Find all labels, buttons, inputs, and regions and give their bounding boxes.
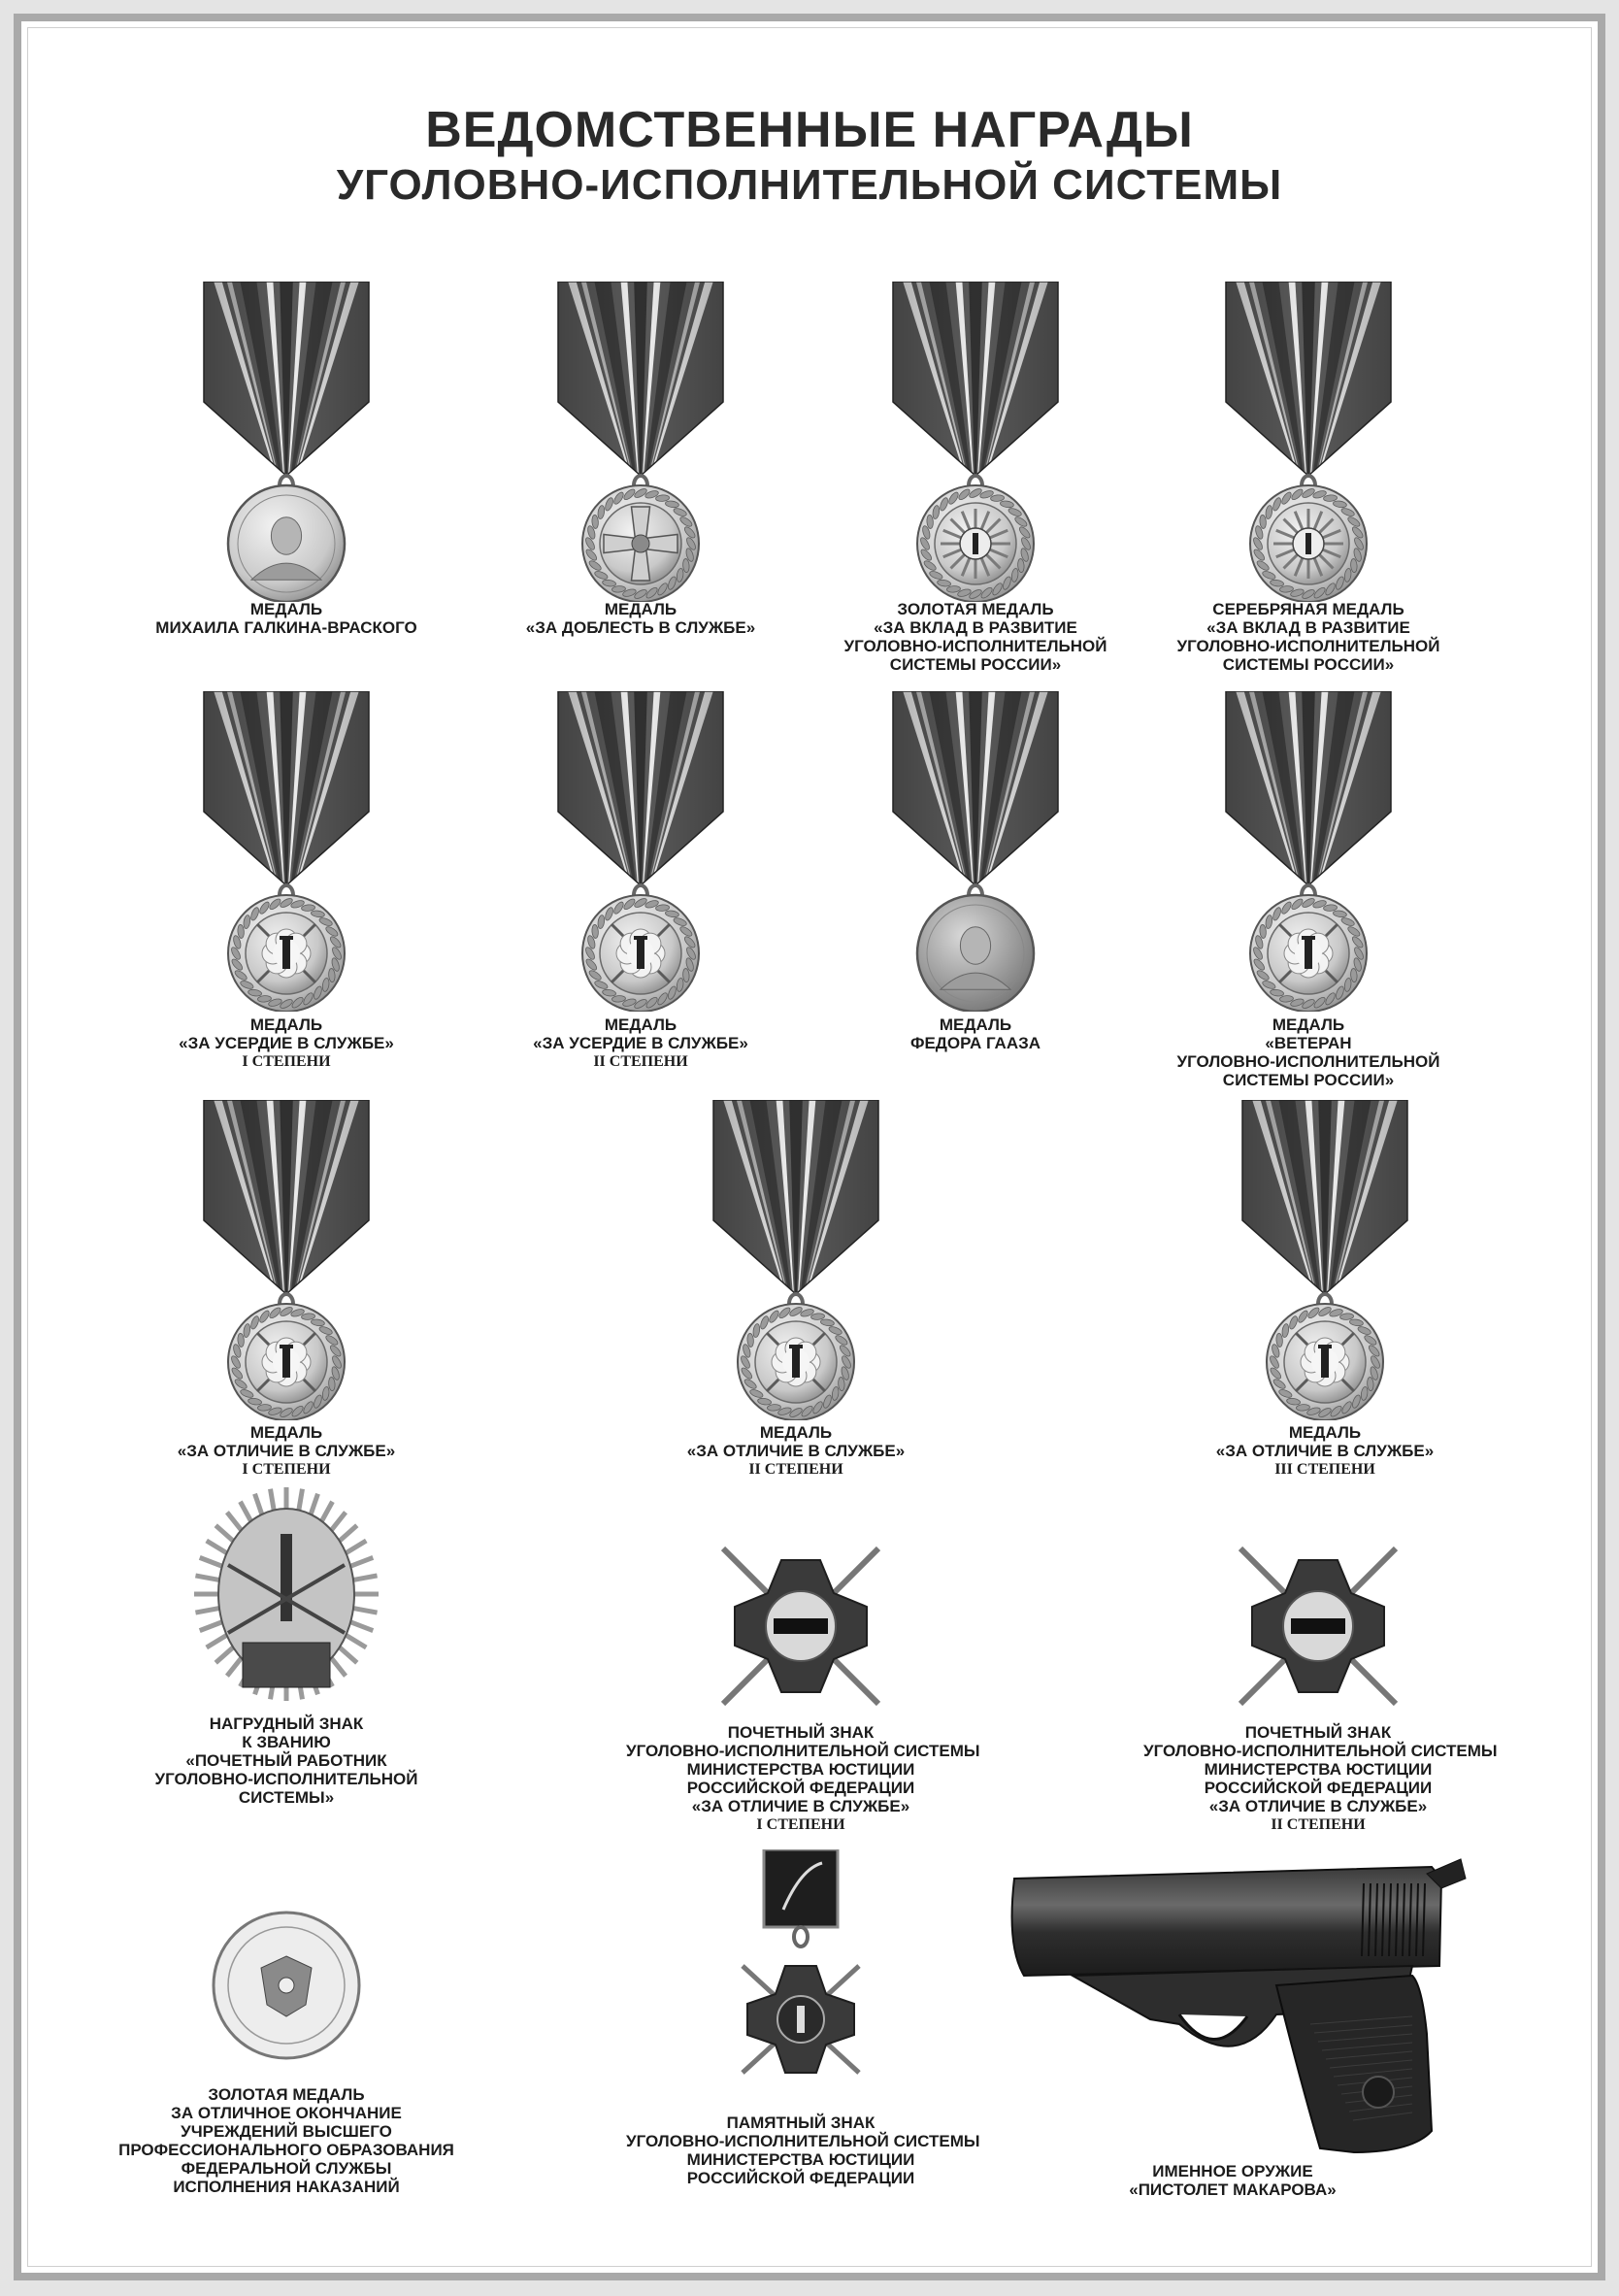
caption-degree: II СТЕПЕНИ: [748, 1461, 843, 1478]
caption-line: МЕДАЛЬ: [249, 1423, 323, 1442]
award-image: [1221, 1529, 1415, 1723]
pillar-emblem: [282, 1347, 290, 1378]
award-caption: [1134, 600, 1483, 674]
award-image: [1228, 1100, 1422, 1420]
ribbon: [204, 282, 369, 476]
award-image: [189, 1100, 383, 1420]
caption-degree: I СТЕПЕНИ: [242, 1461, 331, 1478]
caption-line: ПОЧЕТНЫЙ ЗНАК: [1244, 1723, 1392, 1742]
award-caption: [1058, 2162, 1407, 2199]
award-image: [704, 1529, 898, 1723]
caption-degree: I СТЕПЕНИ: [756, 1816, 845, 1833]
award-caption: [626, 1723, 980, 1834]
award-caption: [1134, 1015, 1483, 1089]
award-caption: [466, 600, 815, 637]
caption-line: «ЗА ОТЛИЧИЕ В СЛУЖБЕ»: [1208, 1797, 1428, 1815]
poster-title-line-2: УГОЛОВНО-ИСПОЛНИТЕЛЬНОЙ СИСТЕМЫ: [336, 161, 1283, 209]
caption-line: УГОЛОВНО-ИСПОЛНИТЕЛЬНОЙ СИСТЕМЫ: [626, 2132, 980, 2150]
caption-line: СИСТЕМЫ РОССИИ»: [889, 655, 1062, 674]
award-art: [544, 282, 738, 602]
caption-degree: III СТЕПЕНИ: [1274, 1461, 1375, 1478]
award-art: [544, 691, 738, 1012]
caption-line: СИСТЕМЫ РОССИИ»: [1222, 655, 1395, 674]
pillar-emblem: [637, 938, 644, 969]
award-image: [189, 282, 383, 602]
award-image: [189, 691, 383, 1012]
medal: [582, 895, 699, 1012]
award-image: [544, 282, 738, 602]
caption-line: ПОЧЕТНЫЙ ЗНАК: [727, 1723, 875, 1742]
award-image: [878, 282, 1073, 602]
caption-line: РОССИЙСКОЙ ФЕДЕРАЦИИ: [686, 1779, 915, 1797]
caption-line: «ПОЧЕТНЫЙ РАБОТНИК: [185, 1751, 387, 1770]
caption-line: МЕДАЛЬ: [604, 600, 677, 618]
award-caption: [1150, 1423, 1500, 1479]
medal: [738, 1304, 854, 1420]
ribbon: [204, 691, 369, 885]
caption-line: «ЗА ДОБЛЕСТЬ В СЛУЖБЕ»: [525, 618, 756, 637]
ribbon: [204, 1100, 369, 1294]
caption-line: УГОЛОВНО-ИСПОЛНИТЕЛЬНОЙ: [1176, 637, 1440, 655]
caption-line: «ВЕТЕРАН: [1265, 1034, 1352, 1052]
award-art: [723, 1849, 878, 2112]
caption-line: «ПИСТОЛЕТ МАКАРОВА»: [1129, 2180, 1337, 2199]
portrait-medal: [228, 485, 345, 602]
award-art: [189, 691, 383, 1012]
medal: [1267, 1304, 1383, 1420]
award-art: [699, 1100, 893, 1420]
portrait-head: [271, 517, 301, 554]
pillar-emblem: [1305, 938, 1312, 969]
award-art: [180, 1487, 393, 1706]
caption-line: «ЗА ВКЛАД В РАЗВИТИЕ: [1206, 618, 1410, 637]
award-image: [1211, 282, 1405, 602]
caption-line: РОССИЙСКОЙ ФЕДЕРАЦИИ: [1204, 1779, 1433, 1797]
caption-line: ФЕДОРА ГААЗА: [909, 1034, 1041, 1052]
pillar-emblem: [282, 938, 290, 969]
medal: [582, 485, 699, 602]
pillar-emblem: [973, 533, 978, 554]
caption-line: СИСТЕМЫ»: [238, 1788, 335, 1807]
award-art: [1211, 691, 1405, 1012]
pistol-grip: [1276, 1976, 1432, 2152]
medal-eyelet: [794, 1927, 808, 1947]
portrait-head: [960, 927, 990, 964]
pillar-emblem: [797, 2006, 805, 2033]
award-image: [878, 691, 1073, 1012]
ribbon: [1226, 691, 1391, 885]
award-caption: [466, 1015, 815, 1071]
award-art: [189, 1100, 383, 1420]
award-caption: [112, 1714, 461, 1807]
caption-line: УГОЛОВНО-ИСПОЛНИТЕЛЬНОЙ СИСТЕМЫ: [1143, 1742, 1498, 1760]
award-caption: [112, 2085, 461, 2196]
caption-line: ПРОФЕССИОНАЛЬНОГО ОБРАЗОВАНИЯ: [118, 2141, 454, 2159]
ribbon: [558, 691, 723, 885]
award-image: [180, 1487, 393, 1706]
award-caption: [1143, 1723, 1498, 1834]
poster-title-line-1: ВЕДОМСТВЕННЫЕ НАГРАДЫ: [425, 102, 1194, 158]
caption-line: ИМЕННОЕ ОРУЖИЕ: [1152, 2162, 1313, 2180]
award-caption: [621, 1423, 971, 1479]
caption-line: К ЗВАНИЮ: [242, 1733, 331, 1751]
award-caption: [112, 1423, 461, 1479]
caption-line: ЗОЛОТАЯ МЕДАЛЬ: [897, 600, 1054, 618]
medal: [228, 1304, 345, 1420]
pillar-emblem: [1305, 533, 1311, 554]
portrait-medal: [917, 895, 1034, 1012]
award-art: [985, 1840, 1480, 2160]
caption-line: СИСТЕМЫ РОССИИ»: [1222, 1071, 1395, 1089]
award-art: [1211, 282, 1405, 602]
caption-degree: II СТЕПЕНИ: [1271, 1816, 1366, 1833]
medal: [228, 895, 345, 1012]
medal: [917, 485, 1034, 602]
award-art: [878, 282, 1073, 602]
caption-line: МИНИСТЕРСТВА ЮСТИЦИИ: [1204, 1760, 1433, 1779]
caption-line: «ЗА УСЕРДИЕ В СЛУЖБЕ»: [533, 1034, 748, 1052]
caption-line: УГОЛОВНО-ИСПОЛНИТЕЛЬНОЙ: [1176, 1052, 1440, 1071]
award-art: [704, 1529, 898, 1723]
caption-line: «ЗА ОТЛИЧИЕ В СЛУЖБЕ»: [177, 1442, 396, 1460]
pillar-emblem: [792, 1347, 800, 1378]
award-image: [204, 1908, 369, 2073]
caption-line: ЗА ОТЛИЧНОЕ ОКОНЧАНИЕ: [171, 2104, 402, 2122]
award-art: [1221, 1529, 1415, 1723]
grip-star-emblem: [1363, 2077, 1394, 2108]
ribbon: [893, 282, 1058, 476]
award-caption: [112, 1015, 461, 1071]
medal: [1250, 895, 1367, 1012]
badge-plaque: [243, 1643, 330, 1687]
caption-degree: I СТЕПЕНИ: [242, 1053, 331, 1070]
caption-line: МЕДАЛЬ: [249, 600, 323, 618]
ribbon: [893, 691, 1058, 885]
caption-line: «ЗА ОТЛИЧИЕ В СЛУЖБЕ»: [686, 1442, 906, 1460]
center-band: [1291, 1618, 1345, 1634]
caption-line: РОССИЙСКОЙ ФЕДЕРАЦИИ: [686, 2169, 915, 2187]
caption-line: «ЗА УСЕРДИЕ В СЛУЖБЕ»: [179, 1034, 394, 1052]
caption-line: ЗОЛОТАЯ МЕДАЛЬ: [208, 2085, 365, 2104]
caption-line: МЕДАЛЬ: [604, 1015, 677, 1034]
caption-line: МИНИСТЕРСТВА ЮСТИЦИИ: [686, 2150, 915, 2169]
award-image: [723, 1849, 878, 2112]
caption-line: УЧРЕЖДЕНИЙ ВЫСШЕГО: [181, 2122, 392, 2141]
award-image: [544, 691, 738, 1012]
caption-line: УГОЛОВНО-ИСПОЛНИТЕЛЬНОЙ СИСТЕМЫ: [626, 1742, 980, 1760]
caption-line: МЕДАЛЬ: [759, 1423, 833, 1442]
award-caption: [801, 1015, 1150, 1052]
caption-line: «ЗА ВКЛАД В РАЗВИТИЕ: [874, 618, 1077, 637]
award-art: [189, 282, 383, 602]
pillar-emblem: [1321, 1347, 1329, 1378]
ribbon: [558, 282, 723, 476]
award-image: [1211, 691, 1405, 1012]
caption-line: «ЗА ОТЛИЧИЕ В СЛУЖБЕ»: [691, 1797, 910, 1815]
caption-line: ПАМЯТНЫЙ ЗНАК: [726, 2113, 876, 2132]
caption-line: МЕДАЛЬ: [249, 1015, 323, 1034]
award-caption: [801, 600, 1150, 674]
caption-degree: II СТЕПЕНИ: [593, 1053, 688, 1070]
ribbon: [1226, 282, 1391, 476]
award-image: [699, 1100, 893, 1420]
caption-line: МЕДАЛЬ: [939, 1015, 1012, 1034]
ribbon: [1242, 1100, 1407, 1294]
award-art: [1228, 1100, 1422, 1420]
caption-line: МЕДАЛЬ: [1288, 1423, 1362, 1442]
caption-line: МИХАИЛА ГАЛКИНА-ВРАСКОГО: [155, 618, 417, 637]
caption-line: МИНИСТЕРСТВА ЮСТИЦИИ: [686, 1760, 915, 1779]
ribbon: [713, 1100, 878, 1294]
award-caption: [112, 600, 461, 637]
center-band: [774, 1618, 828, 1634]
award-image: [985, 1840, 1480, 2160]
pillar-emblem: [281, 1534, 292, 1621]
caption-line: УГОЛОВНО-ИСПОЛНИТЕЛЬНОЙ: [843, 637, 1107, 655]
caption-line: ФЕДЕРАЛЬНОЙ СЛУЖБЫ: [181, 2159, 392, 2178]
award-art: [204, 1908, 369, 2073]
award-caption: [626, 2113, 980, 2187]
caption-line: МЕДАЛЬ: [1272, 1015, 1345, 1034]
caption-line: УГОЛОВНО-ИСПОЛНИТЕЛЬНОЙ: [154, 1770, 418, 1788]
medal: [1250, 485, 1367, 602]
caption-line: «ЗА ОТЛИЧИЕ В СЛУЖБЕ»: [1215, 1442, 1435, 1460]
pendant-plate: [764, 1849, 838, 1927]
caption-line: ИСПОЛНЕНИЯ НАКАЗАНИЙ: [173, 2178, 400, 2196]
caption-line: НАГРУДНЫЙ ЗНАК: [209, 1714, 364, 1733]
award-art: [878, 691, 1073, 1012]
caption-line: СЕРЕБРЯНАЯ МЕДАЛЬ: [1212, 600, 1404, 618]
